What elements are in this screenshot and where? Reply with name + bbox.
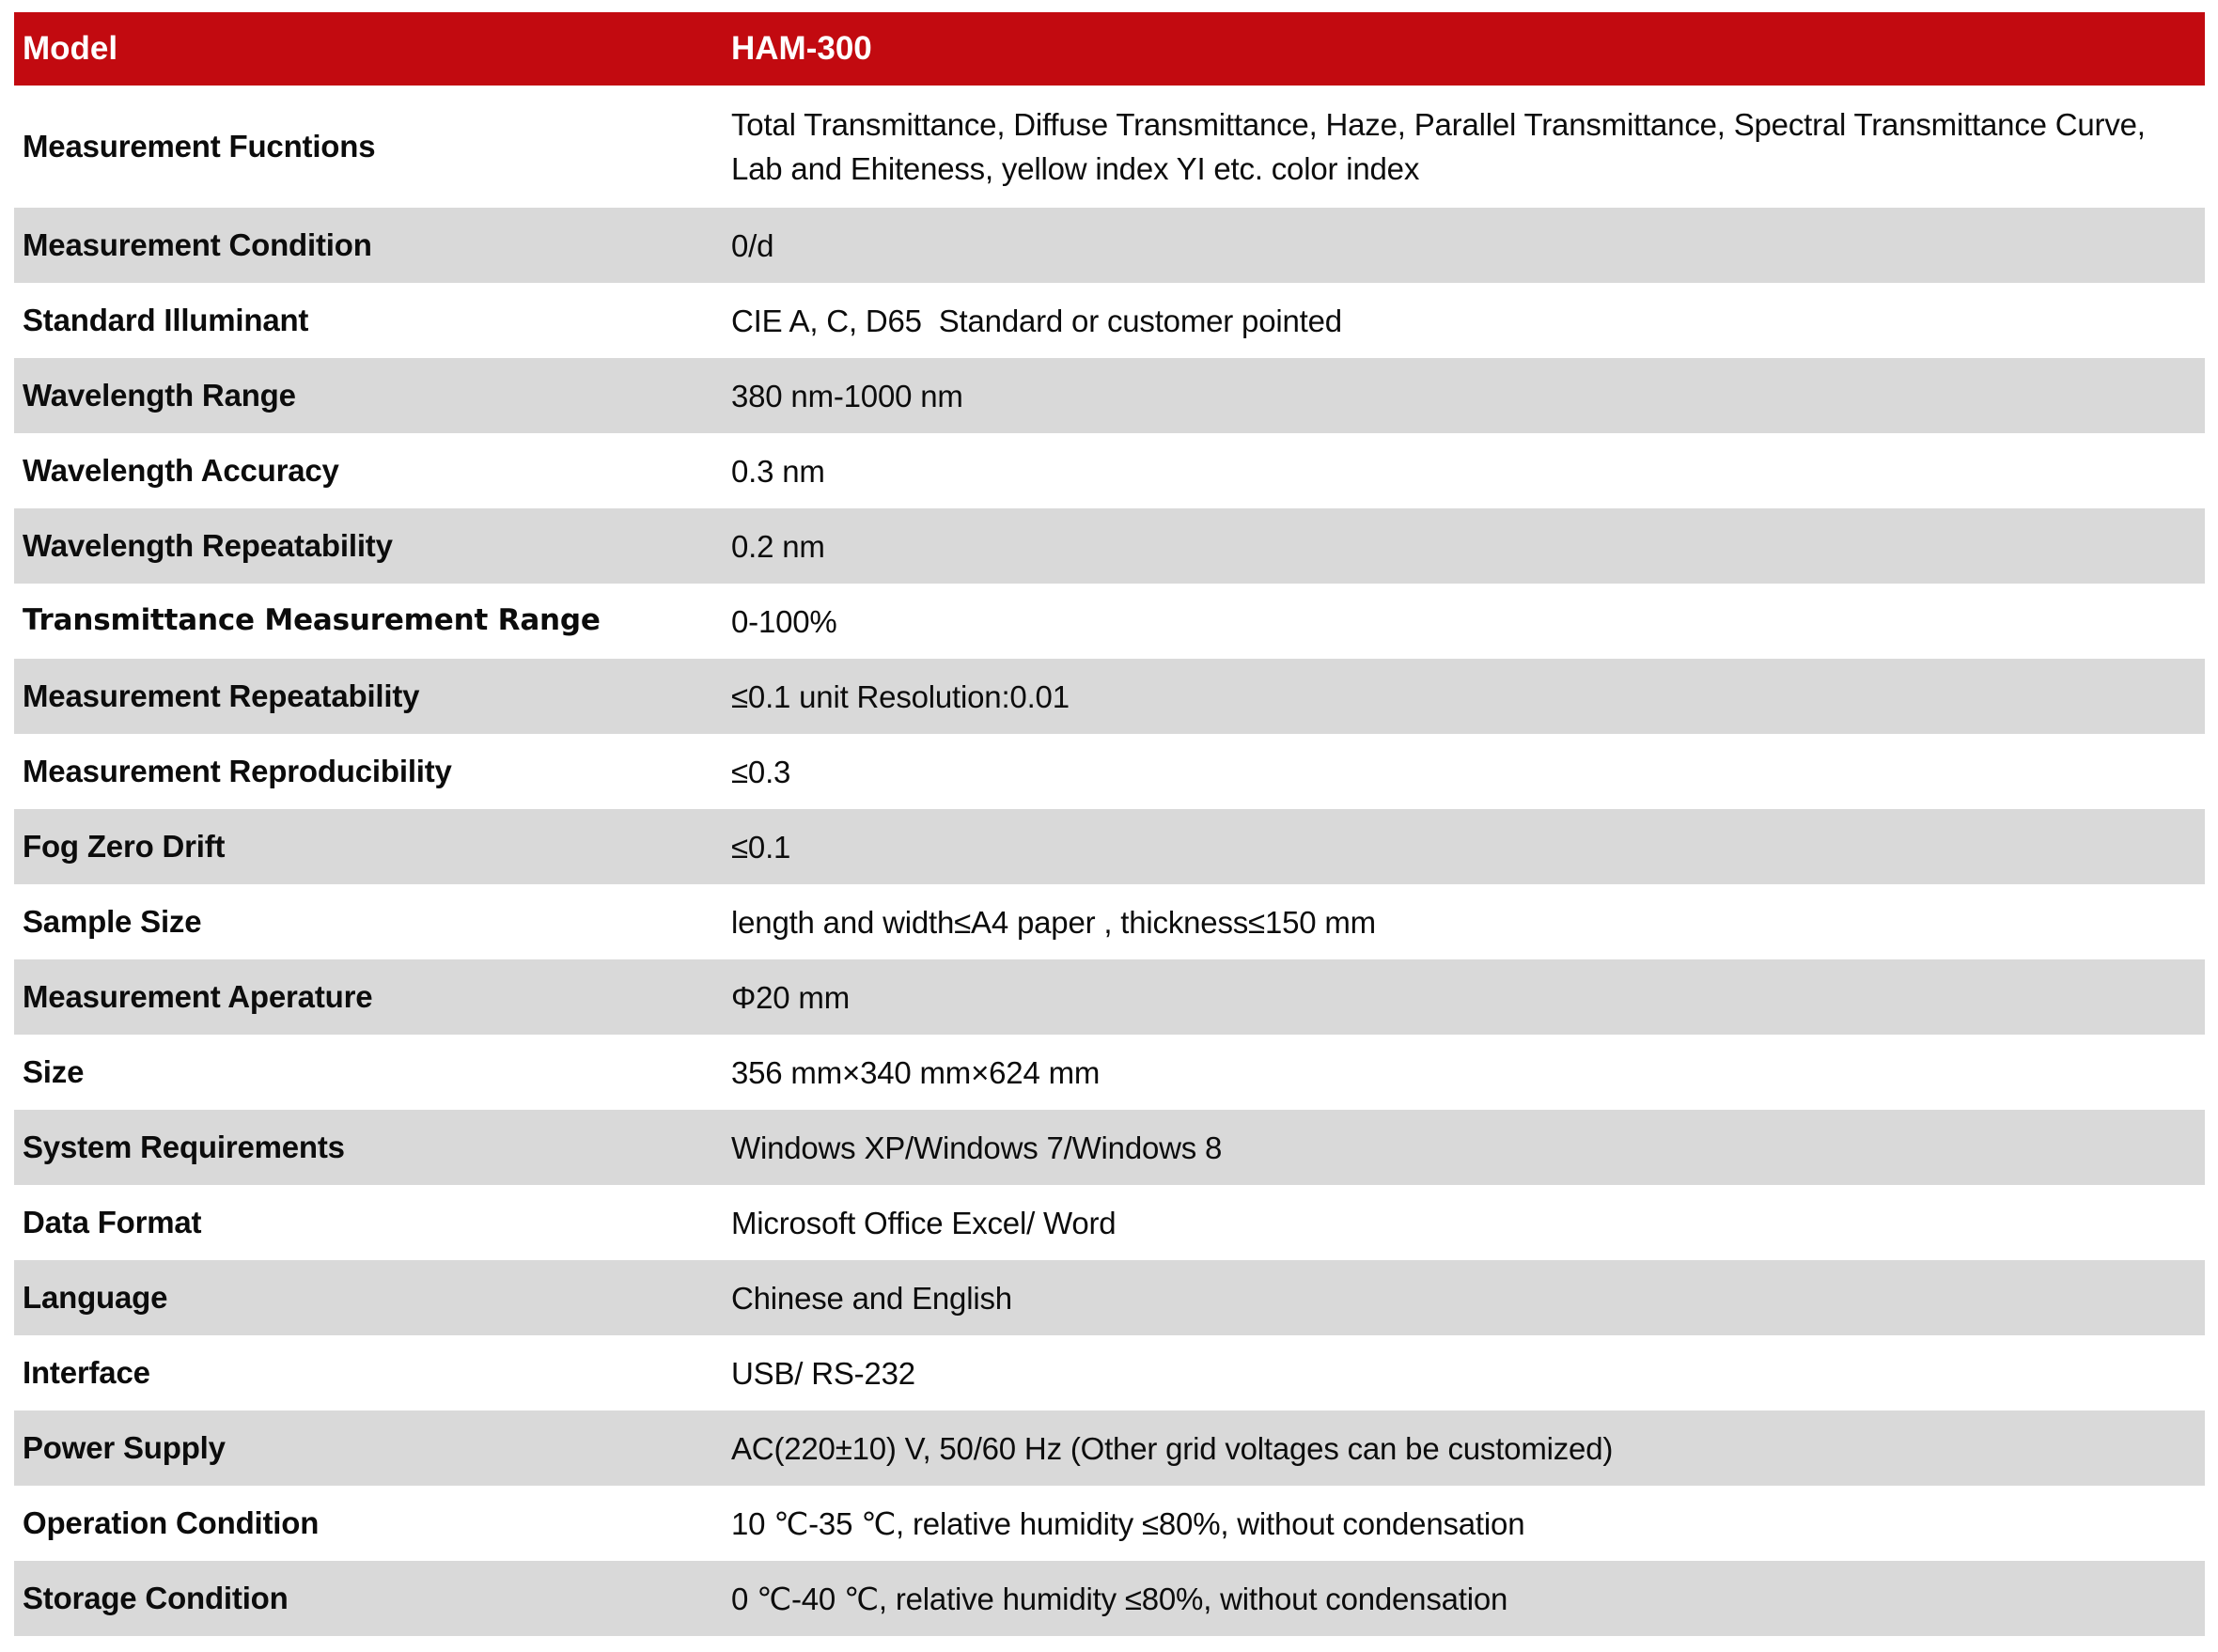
table-row [14,508,2205,584]
spec-value: USB/ RS-232 [731,1355,915,1391]
table-row [14,1410,2205,1486]
spec-value: Chinese and English [731,1280,1012,1316]
spec-label: Fog Zero Drift [23,829,226,865]
table-row [14,86,2205,208]
table-row [14,959,2205,1035]
table-row [14,734,2205,809]
spec-label: Measurement Aperature [23,979,373,1015]
spec-table [14,12,2205,1636]
spec-label: Language [23,1280,168,1316]
spec-value: 356 mm×340 mm×624 mm [731,1054,1101,1090]
spec-value: Microsoft Office Excel/ Word [731,1205,1117,1240]
spec-value: Φ20 mm [731,979,850,1015]
table-row [14,1185,2205,1260]
spec-label: Size [23,1054,85,1090]
spec-label: Operation Condition [23,1505,320,1541]
spec-value: 380 nm-1000 nm [731,378,963,413]
spec-value: CIE A, C, D65 Standard or customer pointed [731,303,1342,338]
spec-label: Data Format [23,1205,202,1240]
header-model-label: Model [23,30,118,67]
header-model-value: HAM-300 [731,30,872,67]
table-row [14,433,2205,508]
spec-value: ≤0.3 [731,754,791,789]
spec-label: Transmittance Measurement Range [23,603,601,638]
spec-value: ≤0.1 unit Resolution:0.01 [731,678,1070,714]
spec-label: Interface [23,1355,150,1391]
spec-value: ≤0.1 [731,829,791,865]
spec-value: length and width≤A4 paper , thickness≤150 mm [731,904,1376,940]
spec-value: 0 ℃-40 ℃, relative humidity ≤80%, without condensation [731,1581,1508,1616]
table-row [14,659,2205,734]
table-row [14,283,2205,358]
spec-value: 0/d [731,227,774,263]
spec-label: Measurement Repeatability [23,678,420,714]
table-header-row [14,12,2205,86]
table-row [14,584,2205,659]
table-row [14,1260,2205,1335]
table-row [14,884,2205,959]
spec-label: Power Supply [23,1430,226,1466]
spec-label: Measurement Fucntions [23,129,376,164]
spec-label: Wavelength Range [23,378,296,413]
spec-label: Wavelength Accuracy [23,453,339,489]
spec-label: Wavelength Repeatability [23,528,393,564]
spec-label: Storage Condition [23,1581,289,1616]
spec-value: 10 ℃-35 ℃, relative humidity ≤80%, without condensation [731,1505,1525,1541]
spec-label: System Requirements [23,1130,345,1165]
table-row [14,358,2205,433]
spec-label: Measurement Condition [23,227,372,263]
spec-label: Sample Size [23,904,202,940]
table-row [14,208,2205,283]
spec-label: Measurement Reproducibility [23,754,452,789]
spec-value: 0.3 nm [731,453,825,489]
table-row [14,1335,2205,1410]
spec-value: Total Transmittance, Diffuse Transmittance, Haze, Parallel Transmittance, Spectral Transmittance Curve, Lab and Ehiteness, yellow index YI etc. color index [731,107,2154,186]
table-row [14,1561,2205,1636]
table-row [14,1486,2205,1561]
table-row [14,1110,2205,1185]
spec-value: Windows XP/Windows 7/Windows 8 [731,1130,1223,1165]
spec-value: 0.2 nm [731,528,825,564]
spec-value: 0-100% [731,603,837,639]
table-row [14,1035,2205,1110]
spec-label: Standard Illuminant [23,303,309,338]
spec-value: AC(220±10) V, 50/60 Hz (Other grid voltages can be customized) [731,1430,1614,1466]
table-row [14,809,2205,884]
